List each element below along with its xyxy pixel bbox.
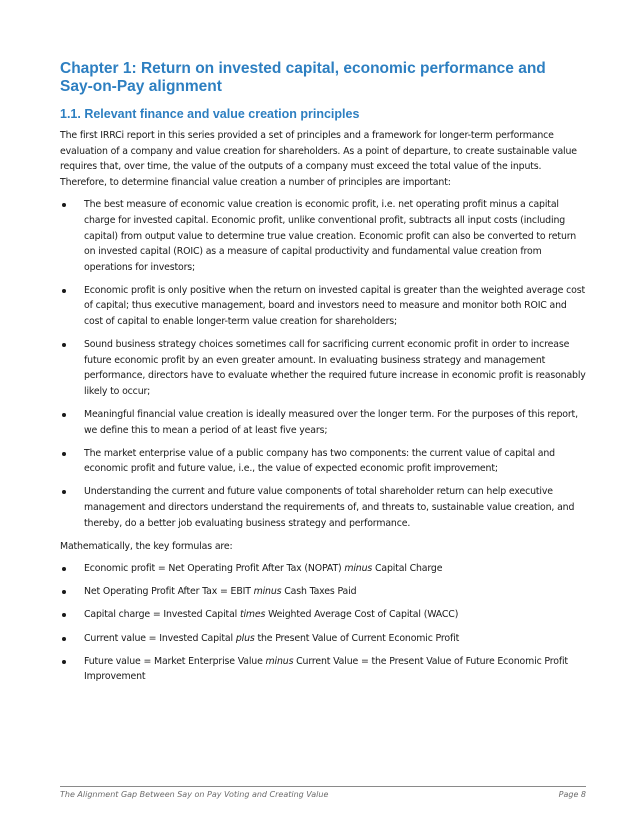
principle-text: Understanding the current and future value components of total shareholder return can help executive management and directors understand the requirements of, and threats to, sustainable value creation, and thereby, do a better job evaluating business strategy and performance. xyxy=(84,486,575,529)
formula-item xyxy=(60,631,586,647)
page-number: Page 8 xyxy=(558,790,586,799)
formulas-list xyxy=(60,561,586,685)
formula-item xyxy=(60,654,586,685)
principle-item xyxy=(60,446,586,477)
footer-divider xyxy=(60,786,586,787)
bullet-icon xyxy=(62,660,66,664)
chapter-title: Chapter 1: Return on invested capital, economic performance and Say-on-Pay alignment xyxy=(60,60,546,95)
formula-text: Future value = Market Enterprise Value xyxy=(84,655,266,667)
bullet-icon xyxy=(62,203,66,207)
bullet-icon xyxy=(62,590,66,594)
bullet-icon xyxy=(62,567,66,571)
formula-text: Economic profit = Net Operating Profit After Tax (NOPAT) xyxy=(84,563,345,575)
principle-item xyxy=(60,337,586,399)
formula-item xyxy=(60,561,586,577)
principles-list xyxy=(60,197,586,531)
formula-text: Current value = Invested Capital xyxy=(84,632,236,644)
formula-operator: minus xyxy=(253,586,282,598)
bullet-icon xyxy=(62,452,66,456)
formula-operator: plus xyxy=(235,632,255,644)
principle-text: Sound business strategy choices sometimes call for sacrificing current economic profit in order to increase future economic profit by an even greater amount. In evaluating business strategy and management performance, directors have to evaluate whether the required future increase in economic profit is reasonably likely to occur; xyxy=(84,339,586,397)
formula-text: Current Value = the Present Value of Future Economic Profit Improvement xyxy=(84,655,568,683)
formula-text: Capital Charge xyxy=(372,563,443,575)
formula-text: Net Operating Profit After Tax = EBIT xyxy=(84,586,254,598)
principle-item xyxy=(60,197,586,275)
formula-text: Cash Taxes Paid xyxy=(281,586,357,598)
formula-operator: minus xyxy=(265,655,294,667)
formula-item xyxy=(60,607,586,623)
principle-item xyxy=(60,407,586,438)
principle-text: The market enterprise value of a public company has two components: the current value of capital and economic profit and future value, i.e., the value of expected economic profit improvement; xyxy=(84,447,555,475)
bullet-icon xyxy=(62,613,66,617)
intro-paragraph: The first IRRCi report in this series provided a set of principles and a framework for longer-term performance evaluation of a company and value creation for shareholders. As a point of departure, to create sustainable value requires that, over time, the value of the outputs of a company must exceed the total value of the inputs. Therefore, to determine financial value creation a number of principles are important: xyxy=(60,130,577,188)
principle-item xyxy=(60,484,586,531)
formula-text: the Present Value of Current Economic Profit xyxy=(254,632,460,644)
bullet-icon xyxy=(62,637,66,641)
formulas-intro: Mathematically, the key formulas are: xyxy=(60,540,233,552)
section-title: 1.1. Relevant finance and value creation principles xyxy=(60,107,360,121)
principle-text: Meaningful financial value creation is ideally measured over the longer term. For the purposes of this report, we define this to mean a period of at least five years; xyxy=(84,409,578,436)
footer-title: The Alignment Gap Between Say on Pay Voting and Creating Value xyxy=(60,790,329,799)
principle-text: Economic profit is only positive when the return on invested capital is greater than the weighted average cost of capital; thus executive management, board and investors need to measure and monitor both ROIC and cost of capital to enable longer-term value creation for shareholders; xyxy=(84,284,585,328)
bullet-icon xyxy=(62,413,66,417)
bullet-icon xyxy=(62,289,66,293)
formula-text: Capital charge = Invested Capital xyxy=(84,609,240,621)
formula-operator: times xyxy=(239,609,266,621)
body-text xyxy=(60,128,586,692)
formula-operator: minus xyxy=(344,563,373,575)
formula-item xyxy=(60,584,586,600)
formula-text: Weighted Average Cost of Capital (WACC) xyxy=(265,609,459,621)
bullet-icon xyxy=(62,490,66,494)
principle-text: The best measure of economic value creation is economic profit, i.e. net operating profit minus a capital charge for invested capital. Economic profit, unlike conventional profit, subtracts all input costs (including capital) from output value to determine true value creation. Economic profit can also be converted to return on invested capital (ROIC) as a measure of capital productivity and fundamental value creation from operations for investors; xyxy=(84,199,577,273)
principle-item xyxy=(60,283,586,330)
bullet-icon xyxy=(62,343,66,347)
